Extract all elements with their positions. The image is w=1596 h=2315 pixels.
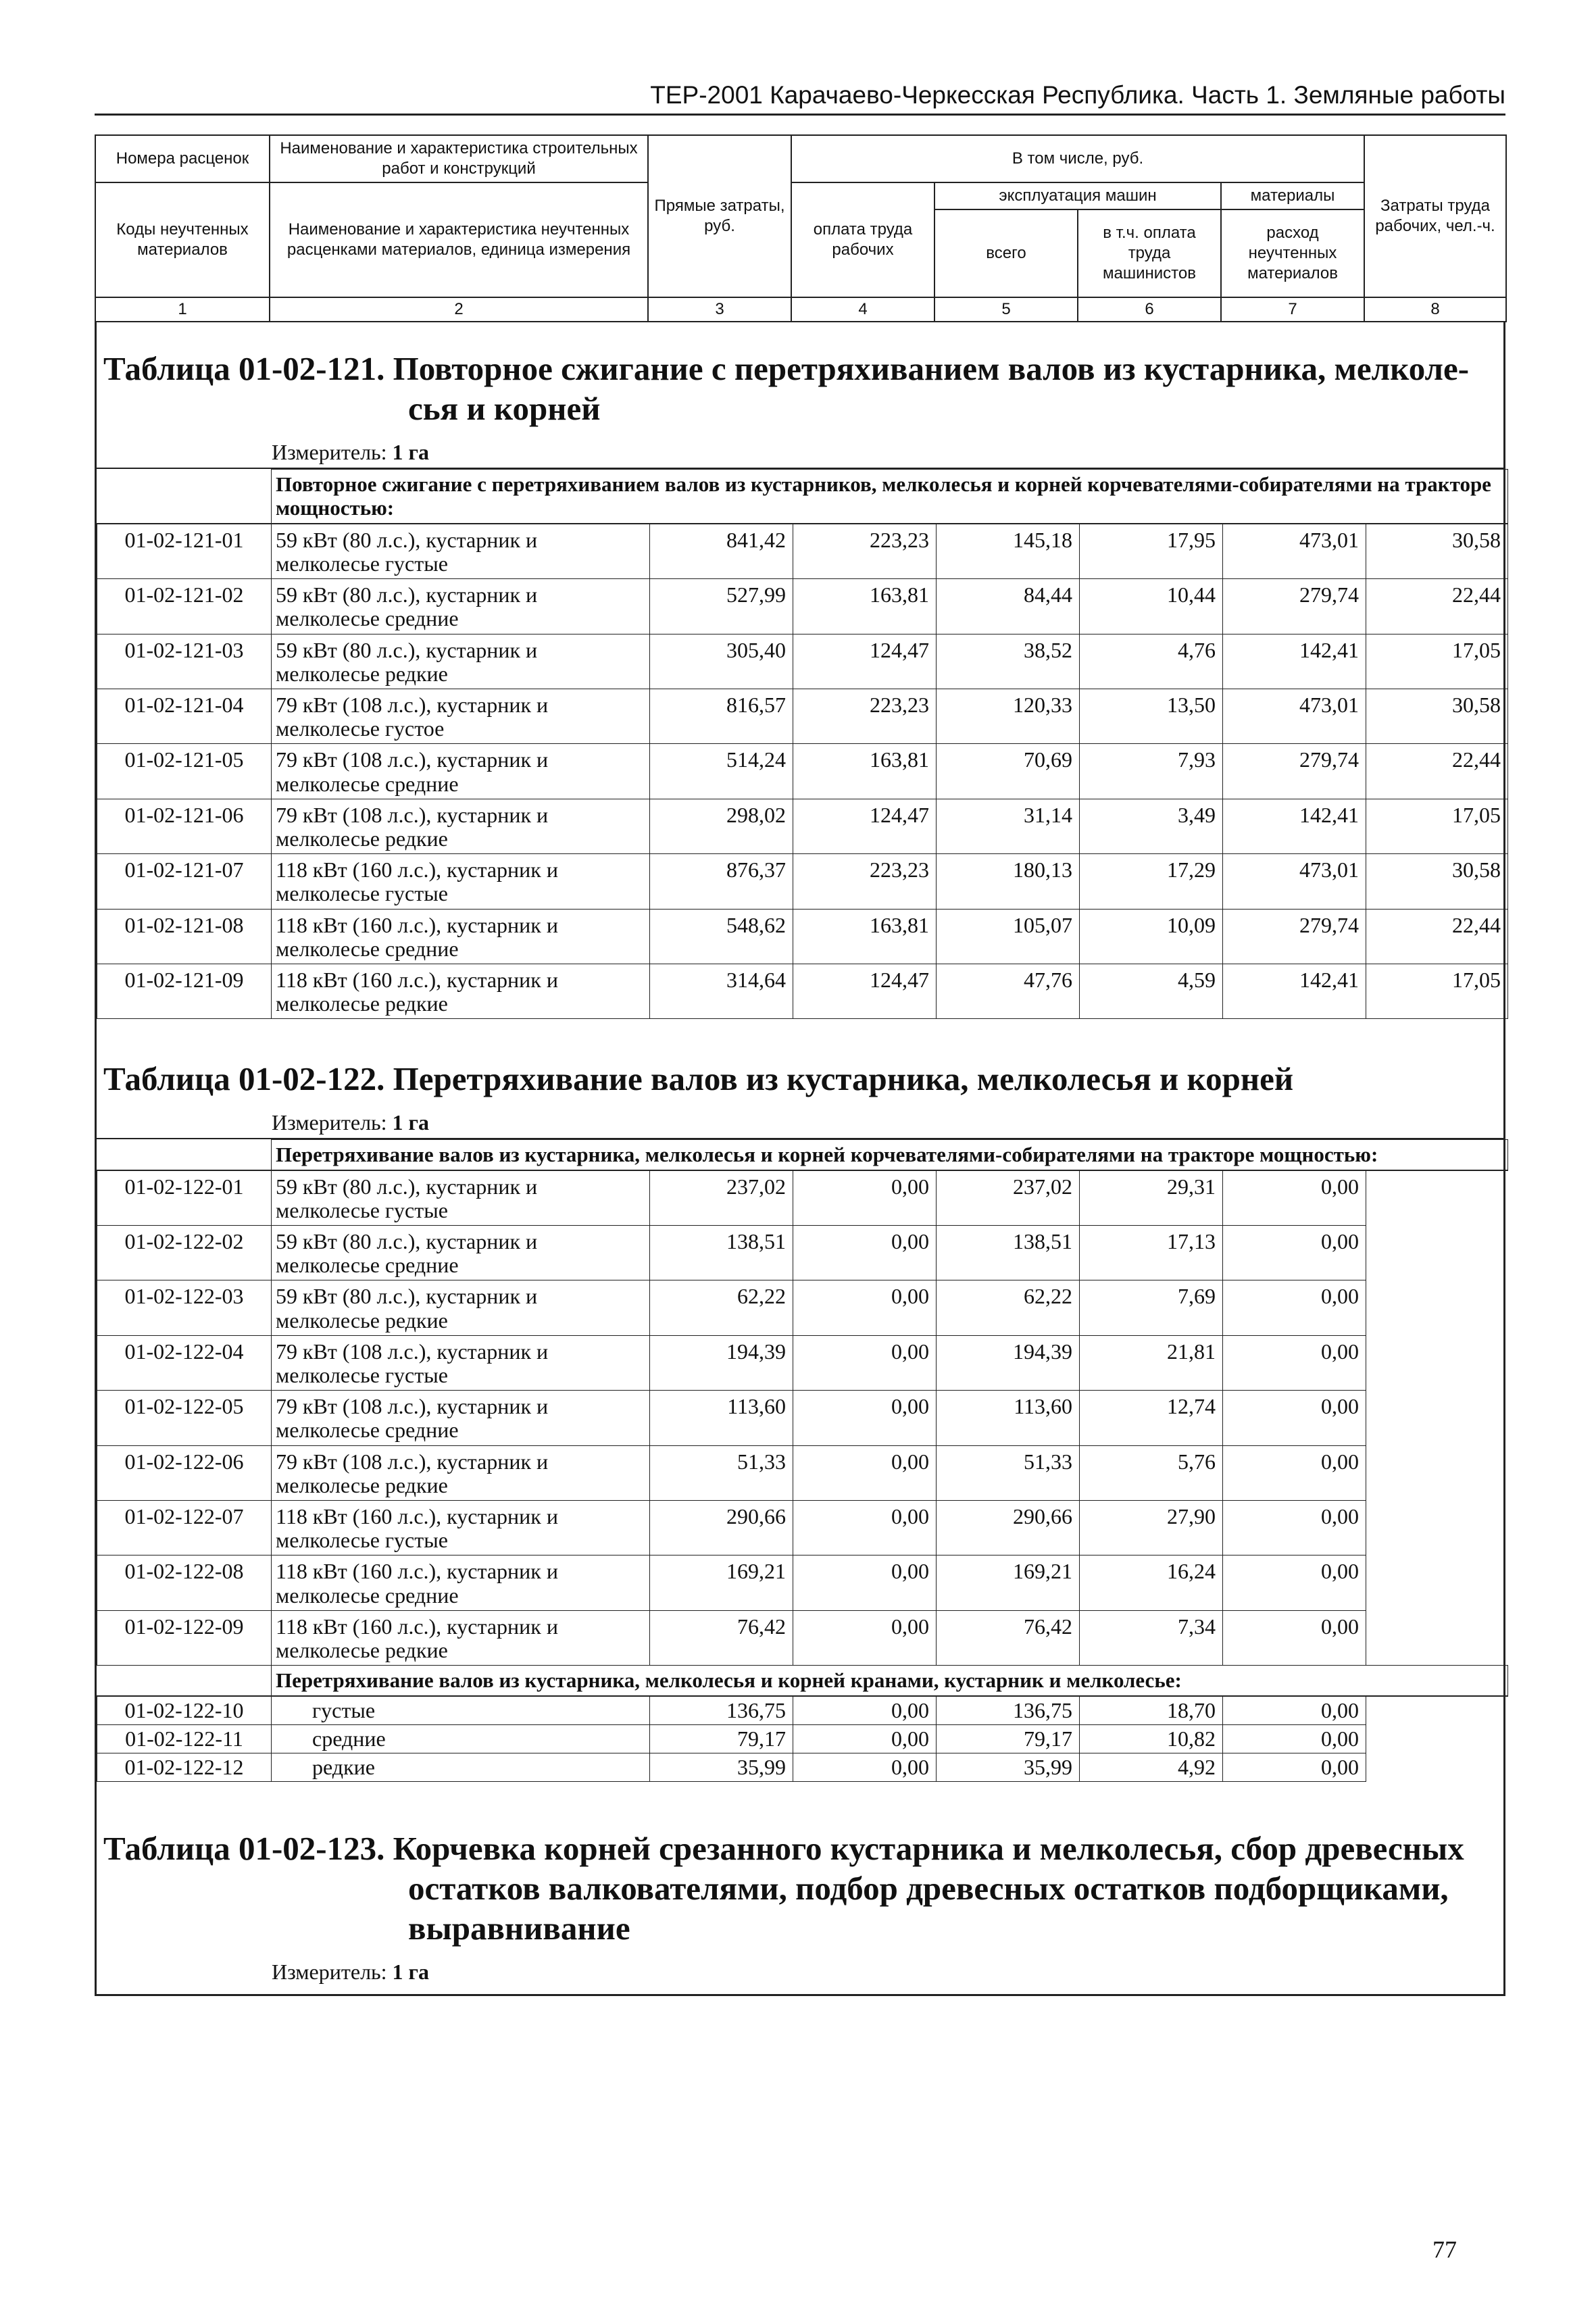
header-materials: материалы <box>1221 182 1364 209</box>
operator-pay: 4,92 <box>1080 1753 1223 1782</box>
work-description: густые <box>272 1696 650 1725</box>
measure-unit <box>97 436 1503 469</box>
operator-pay: 13,50 <box>1080 689 1223 744</box>
materials-cost: 142,41 <box>1223 634 1366 689</box>
rate-code: 01-02-122-06 <box>97 1445 272 1500</box>
worker-pay: 223,23 <box>793 524 937 579</box>
table-row <box>97 1445 1508 1500</box>
rate-code: 01-02-122-03 <box>97 1280 272 1335</box>
rate-code: 01-02-122-02 <box>97 1226 272 1280</box>
table-title <box>97 1032 1503 1106</box>
table-row <box>97 1391 1508 1445</box>
materials-cost: 0,00 <box>1223 1335 1366 1390</box>
table-row <box>97 1170 1508 1226</box>
work-description: 79 кВт (108 л.с.), кустарник и мелколесье густые <box>272 1335 650 1390</box>
table-row <box>97 524 1508 579</box>
section-heading: Перетряхивание валов из кустарника, мелколесья и корней корчевателями-собирателями на тракторе мощностью: <box>272 1140 1508 1170</box>
labor-hours <box>1366 1170 1508 1226</box>
operator-pay: 10,44 <box>1080 579 1223 634</box>
materials-cost: 0,00 <box>1223 1753 1366 1782</box>
work-description: 59 кВт (80 л.с.), кустарник и мелколесье редкие <box>272 634 650 689</box>
materials-cost: 0,00 <box>1223 1226 1366 1280</box>
work-description: 79 кВт (108 л.с.), кустарник и мелколесье редкие <box>272 1445 650 1500</box>
rate-code: 01-02-121-03 <box>97 634 272 689</box>
table-row <box>97 579 1508 634</box>
labor-hours <box>1366 1753 1508 1782</box>
table-row <box>97 1280 1508 1335</box>
section-heading: Повторное сжигание с перетряхиванием валов из кустарников, мелколесья и корней корчевателями-собирателями на тракторе мощностью: <box>272 469 1508 524</box>
direct-costs: 62,22 <box>650 1280 793 1335</box>
rate-code: 01-02-122-12 <box>97 1753 272 1782</box>
work-description: 79 кВт (108 л.с.), кустарник и мелколесье редкие <box>272 799 650 853</box>
machine-costs: 120,33 <box>937 689 1080 744</box>
worker-pay: 0,00 <box>793 1280 937 1335</box>
column-number: 4 <box>791 297 934 322</box>
direct-costs: 514,24 <box>650 744 793 799</box>
work-description: 59 кВт (80 л.с.), кустарник и мелколесье средние <box>272 579 650 634</box>
machine-costs: 84,44 <box>937 579 1080 634</box>
table-row <box>97 1610 1508 1665</box>
section-heading-row <box>97 1666 1508 1696</box>
table-gap <box>97 1782 1503 1789</box>
rate-code: 01-02-121-02 <box>97 579 272 634</box>
column-number: 8 <box>1364 297 1506 322</box>
work-description: 118 кВт (160 л.с.), кустарник и мелколесье густые <box>272 854 650 909</box>
column-number: 2 <box>270 297 648 322</box>
table-row <box>97 1500 1508 1555</box>
header-worker-pay: оплата труда рабочих <box>791 182 934 297</box>
labor-hours <box>1366 1555 1508 1610</box>
operator-pay: 5,76 <box>1080 1445 1223 1500</box>
direct-costs: 290,66 <box>650 1500 793 1555</box>
materials-cost: 0,00 <box>1223 1500 1366 1555</box>
rate-code: 01-02-122-09 <box>97 1610 272 1665</box>
column-numbers-row <box>95 297 1506 322</box>
machine-costs: 180,13 <box>937 854 1080 909</box>
direct-costs: 194,39 <box>650 1335 793 1390</box>
table-title-main: Таблица 01-02-123. Корчевка корней срезанного кустарника и мелколесья, сбор древесных <box>103 1830 1464 1868</box>
worker-pay: 124,47 <box>793 634 937 689</box>
materials-cost: 279,74 <box>1223 579 1366 634</box>
measure-unit <box>97 1106 1503 1139</box>
materials-cost: 0,00 <box>1223 1696 1366 1725</box>
document-page <box>95 81 1505 1996</box>
worker-pay: 0,00 <box>793 1445 937 1500</box>
labor-hours <box>1366 1226 1508 1280</box>
section-heading-spacer <box>97 469 272 524</box>
direct-costs: 816,57 <box>650 689 793 744</box>
direct-costs: 876,37 <box>650 854 793 909</box>
work-description: 59 кВт (80 л.с.), кустарник и мелколесье густые <box>272 1170 650 1226</box>
rate-code: 01-02-121-09 <box>97 964 272 1018</box>
work-description: 79 кВт (108 л.с.), кустарник и мелколесье средние <box>272 1391 650 1445</box>
labor-hours <box>1366 1696 1508 1725</box>
header-labor-hours: Затраты труда рабочих, чел.-ч. <box>1364 135 1506 297</box>
table-row <box>97 689 1508 744</box>
labor-hours <box>1366 1724 1508 1753</box>
running-head: ТЕР-2001 Карачаево-Черкесская Республика. Часть 1. Земляные работы <box>95 81 1505 116</box>
table-row <box>97 1335 1508 1390</box>
labor-hours: 30,58 <box>1366 854 1508 909</box>
labor-hours: 17,05 <box>1366 799 1508 853</box>
materials-cost: 0,00 <box>1223 1280 1366 1335</box>
worker-pay: 163,81 <box>793 744 937 799</box>
table-title <box>97 322 1503 436</box>
operator-pay: 10,82 <box>1080 1724 1223 1753</box>
rate-code: 01-02-122-04 <box>97 1335 272 1390</box>
direct-costs: 527,99 <box>650 579 793 634</box>
rate-code: 01-02-122-01 <box>97 1170 272 1226</box>
operator-pay: 7,34 <box>1080 1610 1223 1665</box>
direct-costs: 298,02 <box>650 799 793 853</box>
operator-pay: 4,59 <box>1080 964 1223 1018</box>
measure-label: Измеритель: <box>272 1959 387 1984</box>
materials-cost: 473,01 <box>1223 854 1366 909</box>
header-material-consumption: расход неучтенных материалов <box>1221 209 1364 297</box>
worker-pay: 124,47 <box>793 964 937 1018</box>
operator-pay: 27,90 <box>1080 1500 1223 1555</box>
labor-hours <box>1366 1335 1508 1390</box>
machine-costs: 145,18 <box>937 524 1080 579</box>
operator-pay: 18,70 <box>1080 1696 1223 1725</box>
table-row <box>97 1555 1508 1610</box>
page-number: 77 <box>1432 2236 1457 2263</box>
header-direct-costs: Прямые затраты, руб. <box>648 135 791 297</box>
worker-pay: 124,47 <box>793 799 937 853</box>
direct-costs: 305,40 <box>650 634 793 689</box>
materials-cost: 142,41 <box>1223 799 1366 853</box>
work-description: средние <box>272 1724 650 1753</box>
direct-costs: 237,02 <box>650 1170 793 1226</box>
header-material-name: Наименование и характеристика неучтенных расценками материалов, единица измерения <box>270 182 648 297</box>
work-description: 118 кВт (160 л.с.), кустарник и мелколесье редкие <box>272 964 650 1018</box>
header-material-codes: Коды неучтенных материалов <box>95 182 270 297</box>
labor-hours: 17,05 <box>1366 634 1508 689</box>
header-work-name: Наименование и характеристика строительных работ и конструкций <box>270 135 648 182</box>
worker-pay: 0,00 <box>793 1753 937 1782</box>
materials-cost: 0,00 <box>1223 1391 1366 1445</box>
rate-code: 01-02-121-08 <box>97 909 272 964</box>
worker-pay: 0,00 <box>793 1610 937 1665</box>
labor-hours <box>1366 1500 1508 1555</box>
materials-cost: 279,74 <box>1223 909 1366 964</box>
machine-costs: 62,22 <box>937 1280 1080 1335</box>
rate-code: 01-02-122-10 <box>97 1696 272 1725</box>
direct-costs: 113,60 <box>650 1391 793 1445</box>
rates-table <box>97 1139 1508 1782</box>
rate-code: 01-02-121-04 <box>97 689 272 744</box>
machine-costs: 79,17 <box>937 1724 1080 1753</box>
table-row <box>97 964 1508 1018</box>
direct-costs: 314,64 <box>650 964 793 1018</box>
operator-pay: 10,09 <box>1080 909 1223 964</box>
rate-code: 01-02-122-05 <box>97 1391 272 1445</box>
measure-value: 1 га <box>392 1959 430 1984</box>
direct-costs: 138,51 <box>650 1226 793 1280</box>
work-description: 79 кВт (108 л.с.), кустарник и мелколесье средние <box>272 744 650 799</box>
worker-pay: 0,00 <box>793 1391 937 1445</box>
direct-costs: 136,75 <box>650 1696 793 1725</box>
machine-costs: 290,66 <box>937 1500 1080 1555</box>
materials-cost: 473,01 <box>1223 689 1366 744</box>
column-number: 5 <box>934 297 1078 322</box>
machine-costs: 51,33 <box>937 1445 1080 1500</box>
machine-costs: 76,42 <box>937 1610 1080 1665</box>
column-number: 3 <box>648 297 791 322</box>
rate-code: 01-02-122-08 <box>97 1555 272 1610</box>
table-title-main: Таблица 01-02-121. Повторное сжигание с перетряхиванием валов из кустарника, мелколе- <box>103 350 1470 387</box>
materials-cost: 0,00 <box>1223 1445 1366 1500</box>
measure-label: Измеритель: <box>272 1110 387 1135</box>
rate-code: 01-02-121-05 <box>97 744 272 799</box>
worker-pay: 223,23 <box>793 689 937 744</box>
labor-hours: 30,58 <box>1366 689 1508 744</box>
materials-cost: 473,01 <box>1223 524 1366 579</box>
materials-cost: 142,41 <box>1223 964 1366 1018</box>
table-row <box>97 1696 1508 1725</box>
worker-pay: 0,00 <box>793 1724 937 1753</box>
operator-pay: 7,93 <box>1080 744 1223 799</box>
column-header-table <box>95 134 1507 322</box>
table-title-continuation: сья и корней <box>408 389 601 427</box>
worker-pay: 163,81 <box>793 579 937 634</box>
materials-cost: 279,74 <box>1223 744 1366 799</box>
rate-code: 01-02-121-06 <box>97 799 272 853</box>
measure-label: Измеритель: <box>272 439 387 464</box>
rate-code: 01-02-121-01 <box>97 524 272 579</box>
table-gap <box>97 1019 1503 1032</box>
machine-costs: 136,75 <box>937 1696 1080 1725</box>
machine-costs: 70,69 <box>937 744 1080 799</box>
section-heading-spacer <box>97 1666 272 1696</box>
direct-costs: 841,42 <box>650 524 793 579</box>
operator-pay: 7,69 <box>1080 1280 1223 1335</box>
labor-hours: 22,44 <box>1366 744 1508 799</box>
rates-table <box>97 469 1508 1020</box>
table-row <box>97 744 1508 799</box>
header-machine-operation: эксплуатация машин <box>934 182 1221 209</box>
work-description: 59 кВт (80 л.с.), кустарник и мелколесье густые <box>272 524 650 579</box>
operator-pay: 16,24 <box>1080 1555 1223 1610</box>
worker-pay: 223,23 <box>793 854 937 909</box>
machine-costs: 31,14 <box>937 799 1080 853</box>
operator-pay: 4,76 <box>1080 634 1223 689</box>
worker-pay: 0,00 <box>793 1500 937 1555</box>
labor-hours: 17,05 <box>1366 964 1508 1018</box>
labor-hours: 22,44 <box>1366 579 1508 634</box>
machine-costs: 194,39 <box>937 1335 1080 1390</box>
worker-pay: 0,00 <box>793 1555 937 1610</box>
machine-costs: 138,51 <box>937 1226 1080 1280</box>
table-row <box>97 799 1508 853</box>
worker-pay: 0,00 <box>793 1226 937 1280</box>
materials-cost: 0,00 <box>1223 1610 1366 1665</box>
work-description: 59 кВт (80 л.с.), кустарник и мелколесье средние <box>272 1226 650 1280</box>
operator-pay: 17,95 <box>1080 524 1223 579</box>
operator-pay: 12,74 <box>1080 1391 1223 1445</box>
rate-code: 01-02-122-07 <box>97 1500 272 1555</box>
machine-costs: 113,60 <box>937 1391 1080 1445</box>
work-description: 118 кВт (160 л.с.), кустарник и мелколесье средние <box>272 909 650 964</box>
machine-costs: 105,07 <box>937 909 1080 964</box>
operator-pay: 17,13 <box>1080 1226 1223 1280</box>
section-heading-spacer <box>97 1140 272 1170</box>
direct-costs: 79,17 <box>650 1724 793 1753</box>
section-heading-row <box>97 1140 1508 1170</box>
direct-costs: 548,62 <box>650 909 793 964</box>
materials-cost: 0,00 <box>1223 1724 1366 1753</box>
table-row <box>97 1753 1508 1782</box>
rate-tables <box>95 322 1505 1996</box>
measure-unit <box>97 1956 1503 1994</box>
machine-costs: 38,52 <box>937 634 1080 689</box>
work-description: 118 кВт (160 л.с.), кустарник и мелколесье редкие <box>272 1610 650 1665</box>
header-rate-numbers: Номера расценок <box>95 135 270 182</box>
table-title-continuation: остатков валкователями, подбор древесных остатков подборщиками, выравнивание <box>408 1870 1449 1947</box>
work-description: редкие <box>272 1753 650 1782</box>
work-description: 59 кВт (80 л.с.), кустарник и мелколесье редкие <box>272 1280 650 1335</box>
labor-hours: 30,58 <box>1366 524 1508 579</box>
header-operator-pay: в т.ч. оплата труда машинистов <box>1078 209 1221 297</box>
operator-pay: 21,81 <box>1080 1335 1223 1390</box>
measure-value: 1 га <box>392 1110 430 1135</box>
labor-hours <box>1366 1391 1508 1445</box>
machine-costs: 169,21 <box>937 1555 1080 1610</box>
work-description: 118 кВт (160 л.с.), кустарник и мелколесье густые <box>272 1500 650 1555</box>
operator-pay: 3,49 <box>1080 799 1223 853</box>
operator-pay: 29,31 <box>1080 1170 1223 1226</box>
labor-hours <box>1366 1280 1508 1335</box>
labor-hours <box>1366 1445 1508 1500</box>
column-number: 7 <box>1221 297 1364 322</box>
column-number: 6 <box>1078 297 1221 322</box>
section-heading-row <box>97 469 1508 524</box>
table-row <box>97 909 1508 964</box>
direct-costs: 76,42 <box>650 1610 793 1665</box>
section-heading: Перетряхивание валов из кустарника, мелколесья и корней кранами, кустарник и мелколесье: <box>272 1666 1508 1696</box>
worker-pay: 0,00 <box>793 1696 937 1725</box>
table-title-main: Таблица 01-02-122. Перетряхивание валов из кустарника, мелколесья и корней <box>103 1060 1294 1098</box>
header-including: В том числе, руб. <box>791 135 1364 182</box>
operator-pay: 17,29 <box>1080 854 1223 909</box>
direct-costs: 35,99 <box>650 1753 793 1782</box>
machine-costs: 35,99 <box>937 1753 1080 1782</box>
work-description: 79 кВт (108 л.с.), кустарник и мелколесье густое <box>272 689 650 744</box>
header-machine-total: всего <box>934 209 1078 297</box>
measure-value: 1 га <box>392 439 430 464</box>
rate-code: 01-02-121-07 <box>97 854 272 909</box>
labor-hours <box>1366 1610 1508 1665</box>
rate-code: 01-02-122-11 <box>97 1724 272 1753</box>
table-row <box>97 1724 1508 1753</box>
work-description: 118 кВт (160 л.с.), кустарник и мелколесье средние <box>272 1555 650 1610</box>
table-row <box>97 854 1508 909</box>
labor-hours: 22,44 <box>1366 909 1508 964</box>
worker-pay: 163,81 <box>793 909 937 964</box>
worker-pay: 0,00 <box>793 1335 937 1390</box>
table-title <box>97 1789 1503 1955</box>
direct-costs: 51,33 <box>650 1445 793 1500</box>
worker-pay: 0,00 <box>793 1170 937 1226</box>
table-row <box>97 634 1508 689</box>
column-number: 1 <box>95 297 270 322</box>
direct-costs: 169,21 <box>650 1555 793 1610</box>
table-row <box>97 1226 1508 1280</box>
machine-costs: 47,76 <box>937 964 1080 1018</box>
machine-costs: 237,02 <box>937 1170 1080 1226</box>
materials-cost: 0,00 <box>1223 1555 1366 1610</box>
materials-cost: 0,00 <box>1223 1170 1366 1226</box>
